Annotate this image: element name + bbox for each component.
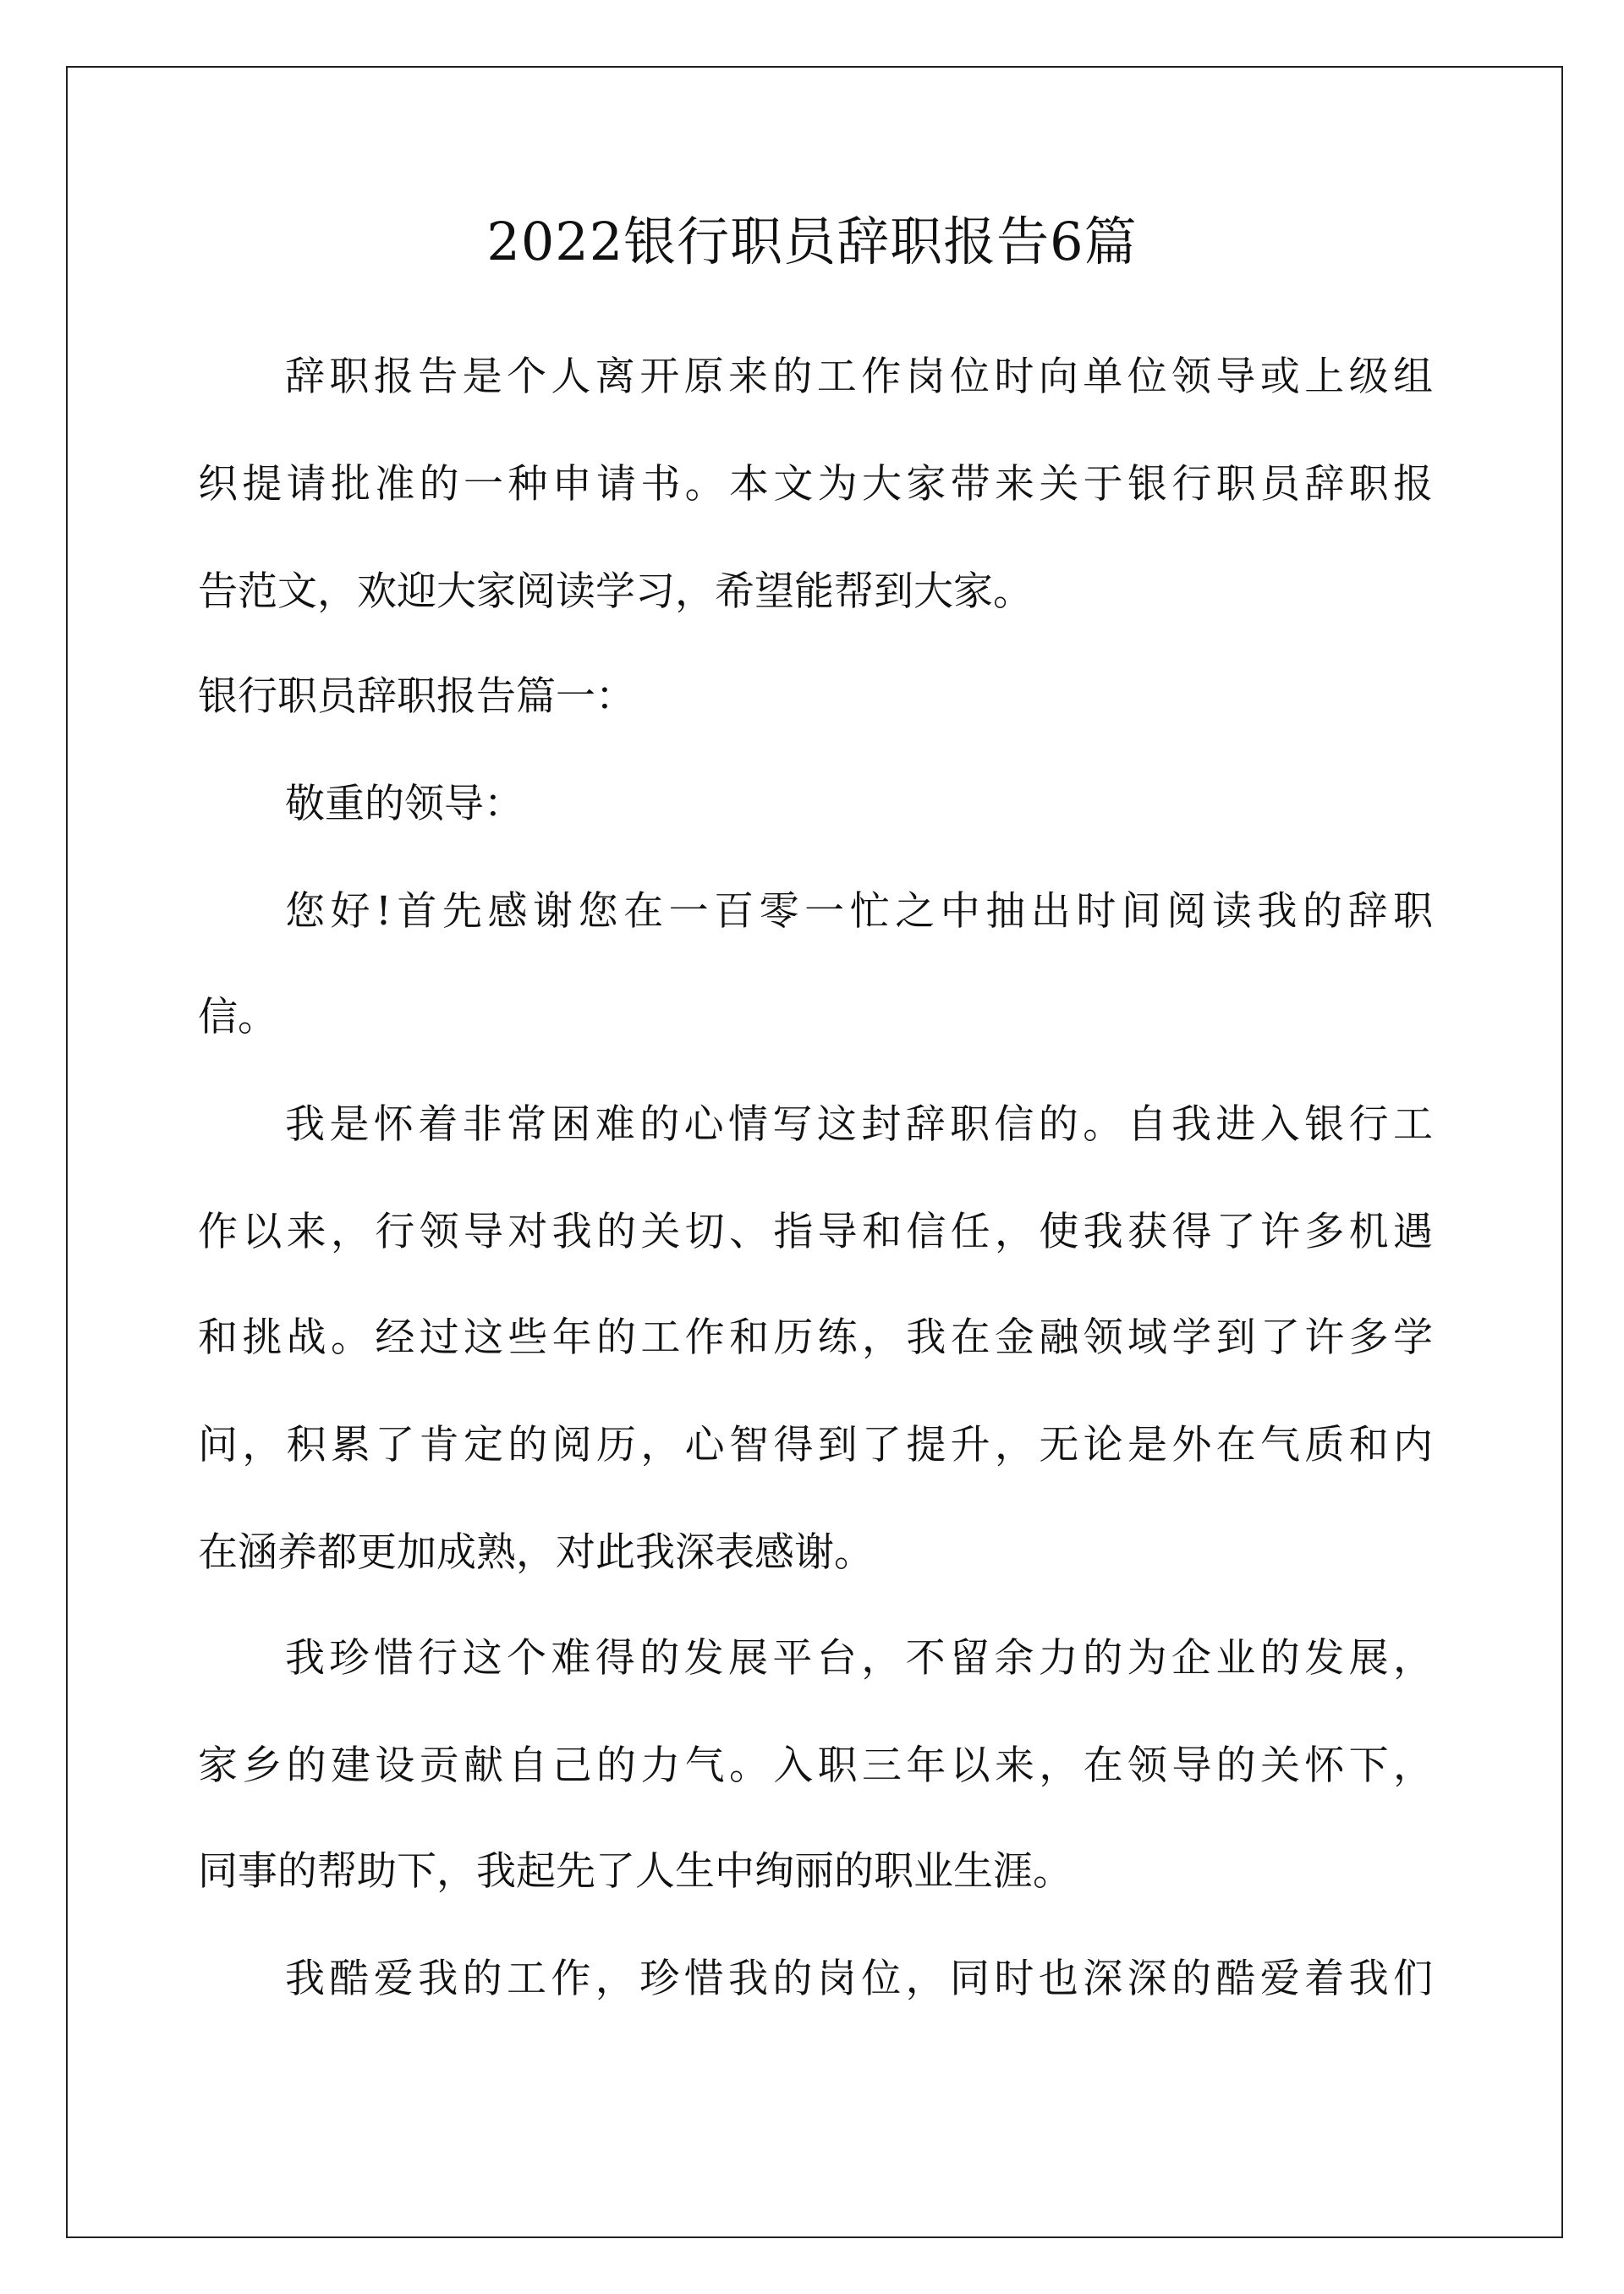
body-line-10: 和挑战。经过这些年的工作和历练，我在金融领域学到了许多学: [198, 1314, 1433, 1361]
body-line-16: 我酷爱我的工作，珍惜我的岗位，同时也深深的酷爱着我们: [285, 1956, 1433, 2002]
body-line-6: 您好!首先感谢您在一百零一忙之中抽出时间阅读我的辞职: [285, 888, 1433, 935]
body-line-1: 辞职报告是个人离开原来的工作岗位时向单位领导或上级组: [285, 354, 1433, 400]
body-line-9: 作以来，行领导对我的关切、指导和信任，使我获得了许多机遇: [198, 1209, 1433, 1255]
body-line-14: 家乡的建设贡献自己的力气。入职三年以来，在领导的关怀下，: [198, 1742, 1433, 1789]
body-line-12: 在涵养都更加成熟，对此我深表感谢。: [198, 1529, 874, 1576]
salutation: 敬重的领导：: [285, 781, 524, 827]
document-title: 2022银行职员辞职报告6篇: [486, 211, 1138, 272]
body-line-2: 织提请批准的一种申请书。本文为大家带来关于银行职员辞职报: [198, 461, 1433, 508]
body-line-11: 问，积累了肯定的阅历，心智得到了提升，无论是外在气质和内: [198, 1422, 1433, 1468]
body-line-7: 信。: [198, 994, 277, 1040]
section-heading: 银行职员辞职报告篇一：: [198, 673, 635, 720]
body-line-15: 同事的帮助下，我起先了人生中绚丽的职业生涯。: [198, 1848, 1073, 1895]
body-line-8: 我是怀着非常困难的心情写这封辞职信的。自我进入银行工: [285, 1101, 1433, 1148]
body-line-13: 我珍惜行这个难得的发展平台，不留余力的为企业的发展，: [285, 1635, 1433, 1682]
body-line-3: 告范文，欢迎大家阅读学习，希望能帮到大家。: [198, 568, 1033, 615]
